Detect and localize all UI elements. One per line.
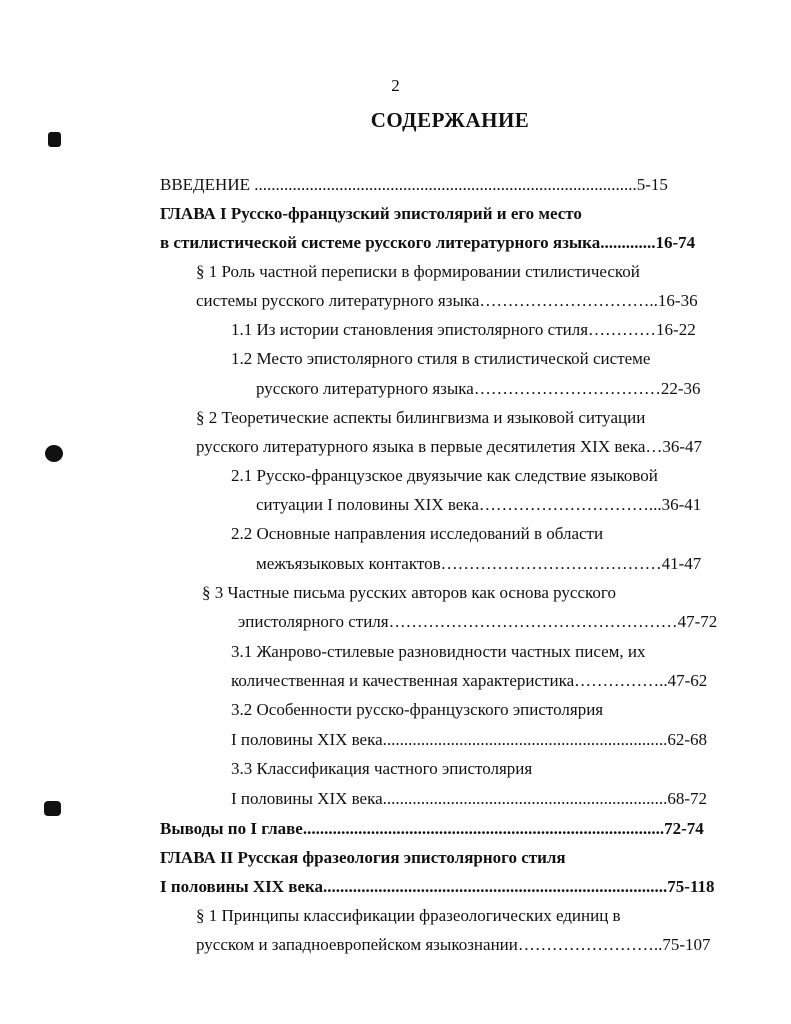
toc-chapter-2-line-1: ГЛАВА II Русская фразеология эпистолярного стиля: [160, 848, 566, 867]
toc-section-3-line-1: § 3 Частные письма русских авторов как основа русского: [202, 583, 616, 602]
toc-chapter-1-conclusions: Выводы по I главе.....................................................................................72-74: [160, 819, 704, 838]
toc-introduction: ВВЕДЕНИЕ ..........................................................................................5-15: [160, 175, 668, 194]
toc-section-3-line-2: эпистолярного стиля……………………………………………47-72: [238, 612, 718, 631]
toc-subsection-3-2-line-2: I половины XIX века...................................................................62-68: [231, 730, 708, 749]
toc-subsection-1-2-line-2: русского литературного языка……………………………22-36: [256, 379, 701, 398]
toc-section-2-line-2: русского литературного языка в первые десятилетия XIX века…36-47: [196, 437, 703, 456]
page-title: СОДЕРЖАНИЕ: [370, 108, 530, 132]
toc-subsection-3-3-line-1: 3.3 Классификация частного эпистолярия: [231, 759, 533, 778]
scan-artifact-bottom: [44, 801, 61, 816]
toc-subsection-3-3-line-2: I половины XIX века...................................................................68-72: [231, 789, 708, 808]
toc-subsection-1-1: 1.1 Из истории становления эпистолярного стиля…………16-22: [231, 320, 696, 339]
scan-artifact-middle: [45, 445, 63, 462]
toc-chapter-1-line-1: ГЛАВА I Русско-французский эпистолярий и его место: [160, 204, 582, 223]
scan-artifact-top: [48, 132, 61, 147]
page-number: 2: [391, 76, 400, 95]
toc-chapter-2-line-2: I половины XIX века.................................................................................75-118: [160, 877, 715, 896]
toc-chapter-1-line-2: в стилистической системе русского литературного языка.............16-74: [160, 233, 696, 252]
toc-subsection-3-2-line-1: 3.2 Особенности русско-французского эпистолярия: [231, 700, 604, 719]
toc-section-1-line-2: системы русского литературного языка…………………………..16-36: [196, 291, 698, 310]
toc-subsection-2-2-line-2: межъязыковых контактов…………………………………41-47: [256, 554, 702, 573]
toc-chapter-2-section-1-line-2: русском и западноевропейском языкознании……………………..75-107: [196, 935, 711, 954]
toc-subsection-2-1-line-2: ситуации I половины XIX века…………………………...36-41: [256, 495, 702, 514]
toc-subsection-3-1-line-2: количественная и качественная характеристика……………..47-62: [231, 671, 708, 690]
toc-section-2-line-1: § 2 Теоретические аспекты билингвизма и языковой ситуации: [196, 408, 646, 427]
toc-section-1-line-1: § 1 Роль частной переписки в формировании стилистической: [196, 262, 640, 281]
toc-chapter-2-section-1-line-1: § 1 Принципы классификации фразеологических единиц в: [196, 906, 621, 925]
toc-subsection-3-1-line-1: 3.1 Жанрово-стилевые разновидности частных писем, их: [231, 642, 646, 661]
toc-subsection-1-2-line-1: 1.2 Место эпистолярного стиля в стилистической системе: [231, 349, 651, 368]
toc-subsection-2-1-line-1: 2.1 Русско-французское двуязычие как следствие языковой: [231, 466, 658, 485]
toc-subsection-2-2-line-1: 2.2 Основные направления исследований в области: [231, 524, 604, 543]
